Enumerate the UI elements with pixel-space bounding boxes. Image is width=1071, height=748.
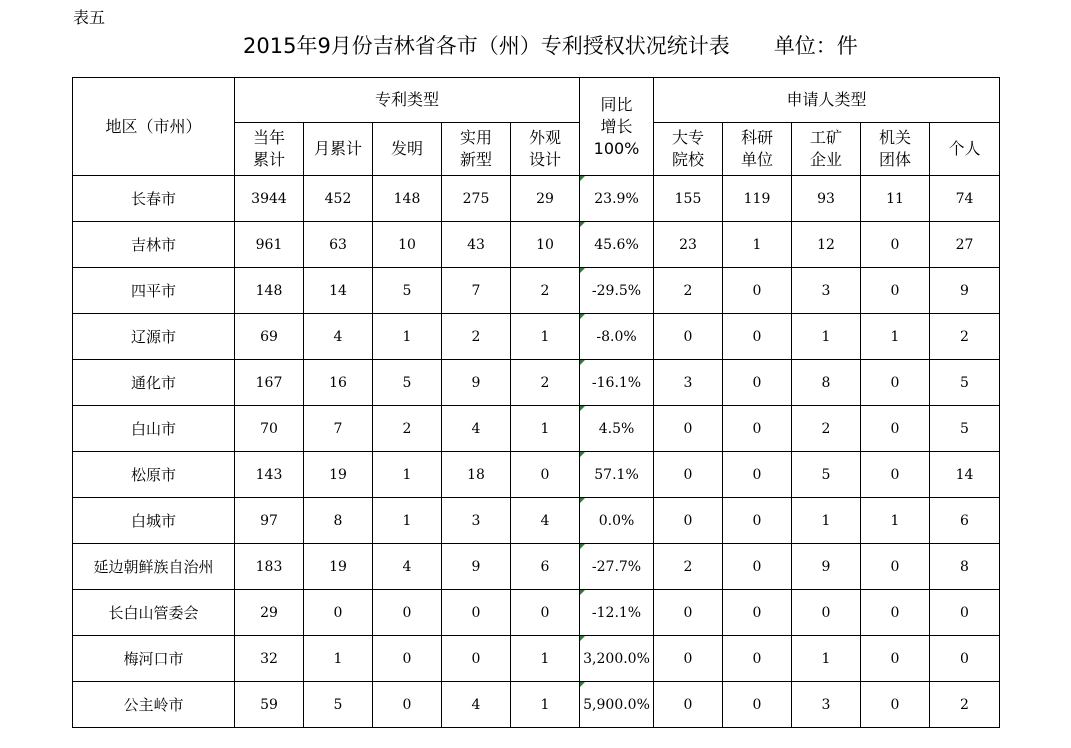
value-cell: 452 (304, 176, 373, 222)
value-cell: 0 (723, 406, 792, 452)
region-header: 地区（市州） (73, 78, 235, 176)
yoy-header-line: 100% (593, 138, 640, 158)
table-row (73, 544, 1000, 590)
value-cell: 16 (304, 360, 373, 406)
column-header (235, 123, 304, 176)
value-cell: 19 (304, 452, 373, 498)
yoy-cell: 5,900.0% (580, 682, 654, 728)
value-cell: 2 (792, 406, 861, 452)
value-cell: 0 (792, 590, 861, 636)
value-cell: 5 (373, 268, 442, 314)
value-cell: 32 (235, 636, 304, 682)
value-cell: 5 (792, 452, 861, 498)
value-cell: 0 (373, 590, 442, 636)
value-cell: 1 (373, 452, 442, 498)
value-cell: 10 (373, 222, 442, 268)
value-cell: 1 (373, 498, 442, 544)
unit-label: 单位：件 (773, 34, 858, 58)
column-header-line: 机关 (879, 128, 912, 147)
value-cell: 0 (654, 590, 723, 636)
value-cell: 0 (861, 452, 930, 498)
value-cell: 0 (723, 268, 792, 314)
value-cell: 2 (511, 268, 580, 314)
table-row (73, 636, 1000, 682)
value-cell: 6 (930, 498, 1000, 544)
column-header-line: 外观 (529, 128, 562, 147)
yoy-cell: 23.9% (580, 176, 654, 222)
value-cell: 3 (654, 360, 723, 406)
value-cell: 59 (235, 682, 304, 728)
table-body (73, 176, 1000, 728)
value-cell: 0 (861, 682, 930, 728)
column-header (654, 123, 723, 176)
column-header-line: 个人 (948, 139, 981, 158)
yoy-cell: -29.5% (580, 268, 654, 314)
value-cell: 143 (235, 452, 304, 498)
value-cell: 2 (654, 544, 723, 590)
column-header (930, 123, 1000, 176)
value-cell: 3 (442, 498, 511, 544)
region-cell: 白山市 (73, 406, 235, 452)
value-cell: 6 (511, 544, 580, 590)
column-header (723, 123, 792, 176)
value-cell: 167 (235, 360, 304, 406)
value-cell: 1 (723, 222, 792, 268)
value-cell: 4 (442, 682, 511, 728)
value-cell: 1 (861, 314, 930, 360)
table-row (73, 268, 1000, 314)
column-header-line: 当年 (252, 128, 285, 147)
yoy-cell: -27.7% (580, 544, 654, 590)
value-cell: 8 (792, 360, 861, 406)
value-cell: 18 (442, 452, 511, 498)
table-row (73, 406, 1000, 452)
value-cell: 2 (373, 406, 442, 452)
value-cell: 14 (930, 452, 1000, 498)
value-cell: 0 (723, 360, 792, 406)
value-cell: 0 (511, 590, 580, 636)
column-header-line: 团体 (879, 150, 912, 169)
value-cell: 0 (861, 406, 930, 452)
region-cell: 通化市 (73, 360, 235, 406)
yoy-cell: -8.0% (580, 314, 654, 360)
value-cell: 155 (654, 176, 723, 222)
table-row (73, 682, 1000, 728)
column-header-line: 发明 (390, 139, 423, 158)
value-cell: 5 (930, 360, 1000, 406)
table-row (73, 222, 1000, 268)
value-cell: 1 (511, 682, 580, 728)
value-cell: 4 (511, 498, 580, 544)
value-cell: 8 (304, 498, 373, 544)
region-cell: 公主岭市 (73, 682, 235, 728)
value-cell: 9 (442, 544, 511, 590)
value-cell: 4 (304, 314, 373, 360)
column-header-line: 新型 (459, 150, 492, 169)
value-cell: 275 (442, 176, 511, 222)
column-header-line: 累计 (252, 150, 285, 169)
value-cell: 0 (861, 268, 930, 314)
value-cell: 63 (304, 222, 373, 268)
value-cell: 4 (442, 406, 511, 452)
value-cell: 0 (654, 314, 723, 360)
value-cell: 0 (654, 452, 723, 498)
value-cell: 1 (511, 314, 580, 360)
value-cell: 3 (792, 268, 861, 314)
yoy-cell: 45.6% (580, 222, 654, 268)
region-cell: 梅河口市 (73, 636, 235, 682)
value-cell: 27 (930, 222, 1000, 268)
region-cell: 长白山管委会 (73, 590, 235, 636)
value-cell: 8 (930, 544, 1000, 590)
yoy-header (580, 78, 654, 176)
value-cell: 43 (442, 222, 511, 268)
value-cell: 1 (861, 498, 930, 544)
value-cell: 4 (373, 544, 442, 590)
value-cell: 148 (373, 176, 442, 222)
value-cell: 2 (442, 314, 511, 360)
yoy-cell: 4.5% (580, 406, 654, 452)
value-cell: 19 (304, 544, 373, 590)
value-cell: 1 (511, 636, 580, 682)
yoy-header-line: 同比 (600, 94, 633, 114)
column-header-line: 工矿 (810, 128, 843, 147)
column-header-line: 大专 (672, 128, 705, 147)
value-cell: 0 (373, 636, 442, 682)
column-header (304, 123, 373, 176)
region-cell: 长春市 (73, 176, 235, 222)
value-cell: 0 (511, 452, 580, 498)
value-cell: 0 (723, 682, 792, 728)
column-header-line: 院校 (672, 150, 705, 169)
value-cell: 183 (235, 544, 304, 590)
table-row (73, 498, 1000, 544)
table-row (73, 452, 1000, 498)
value-cell: 961 (235, 222, 304, 268)
value-cell: 2 (511, 360, 580, 406)
value-cell: 5 (304, 682, 373, 728)
title-text: 2015年9月份吉林省各市（州）专利授权状况统计表 (243, 34, 730, 58)
value-cell: 0 (373, 682, 442, 728)
value-cell: 0 (723, 452, 792, 498)
applicant-type-header: 申请人类型 (654, 78, 1000, 123)
value-cell: 9 (792, 544, 861, 590)
value-cell: 0 (442, 590, 511, 636)
table-row (73, 590, 1000, 636)
value-cell: 0 (861, 636, 930, 682)
value-cell: 1 (792, 314, 861, 360)
column-header (442, 123, 511, 176)
region-cell: 白城市 (73, 498, 235, 544)
column-header (792, 123, 861, 176)
value-cell: 0 (861, 360, 930, 406)
value-cell: 29 (235, 590, 304, 636)
value-cell: 12 (792, 222, 861, 268)
value-cell: 70 (235, 406, 304, 452)
value-cell: 0 (861, 222, 930, 268)
column-header-line: 企业 (810, 150, 843, 169)
value-cell: 74 (930, 176, 1000, 222)
column-header-line: 科研 (741, 128, 774, 147)
value-cell: 1 (511, 406, 580, 452)
region-cell: 吉林市 (73, 222, 235, 268)
column-header (511, 123, 580, 176)
value-cell: 2 (930, 682, 1000, 728)
value-cell: 97 (235, 498, 304, 544)
value-cell: 93 (792, 176, 861, 222)
value-cell: 7 (442, 268, 511, 314)
value-cell: 1 (373, 314, 442, 360)
value-cell: 0 (723, 498, 792, 544)
column-header (373, 123, 442, 176)
column-header (861, 123, 930, 176)
table-label: 表五 (73, 8, 106, 27)
region-cell: 松原市 (73, 452, 235, 498)
value-cell: 1 (304, 636, 373, 682)
column-header-line: 单位 (741, 150, 774, 169)
column-header-line: 月累计 (313, 139, 362, 158)
value-cell: 14 (304, 268, 373, 314)
value-cell: 0 (654, 682, 723, 728)
value-cell: 23 (654, 222, 723, 268)
value-cell: 9 (930, 268, 1000, 314)
value-cell: 9 (442, 360, 511, 406)
yoy-header-line: 增长 (600, 116, 633, 136)
value-cell: 0 (723, 636, 792, 682)
value-cell: 5 (373, 360, 442, 406)
value-cell: 148 (235, 268, 304, 314)
region-cell: 延边朝鲜族自治州 (73, 544, 235, 590)
value-cell: 3 (792, 682, 861, 728)
value-cell: 0 (442, 636, 511, 682)
region-cell: 四平市 (73, 268, 235, 314)
value-cell: 0 (930, 636, 1000, 682)
value-cell: 0 (654, 636, 723, 682)
yoy-cell: 3,200.0% (580, 636, 654, 682)
value-cell: 0 (654, 406, 723, 452)
value-cell: 0 (723, 314, 792, 360)
value-cell: 11 (861, 176, 930, 222)
page-title (243, 30, 858, 60)
value-cell: 0 (654, 498, 723, 544)
yoy-cell: 57.1% (580, 452, 654, 498)
column-header-line: 设计 (529, 150, 562, 169)
value-cell: 2 (654, 268, 723, 314)
patent-type-header: 专利类型 (235, 78, 580, 123)
value-cell: 0 (861, 590, 930, 636)
value-cell: 69 (235, 314, 304, 360)
value-cell: 1 (792, 498, 861, 544)
column-header-line: 实用 (459, 128, 492, 147)
value-cell: 29 (511, 176, 580, 222)
value-cell: 1 (792, 636, 861, 682)
value-cell: 3944 (235, 176, 304, 222)
yoy-cell: 0.0% (580, 498, 654, 544)
yoy-cell: -16.1% (580, 360, 654, 406)
value-cell: 0 (861, 544, 930, 590)
table-row (73, 314, 1000, 360)
region-cell: 辽源市 (73, 314, 235, 360)
value-cell: 7 (304, 406, 373, 452)
value-cell: 0 (723, 544, 792, 590)
value-cell: 119 (723, 176, 792, 222)
table-row (73, 176, 1000, 222)
value-cell: 0 (930, 590, 1000, 636)
value-cell: 2 (930, 314, 1000, 360)
value-cell: 5 (930, 406, 1000, 452)
value-cell: 0 (723, 590, 792, 636)
value-cell: 10 (511, 222, 580, 268)
patent-statistics-table (72, 77, 1000, 728)
table-row (73, 360, 1000, 406)
yoy-cell: -12.1% (580, 590, 654, 636)
value-cell: 0 (304, 590, 373, 636)
